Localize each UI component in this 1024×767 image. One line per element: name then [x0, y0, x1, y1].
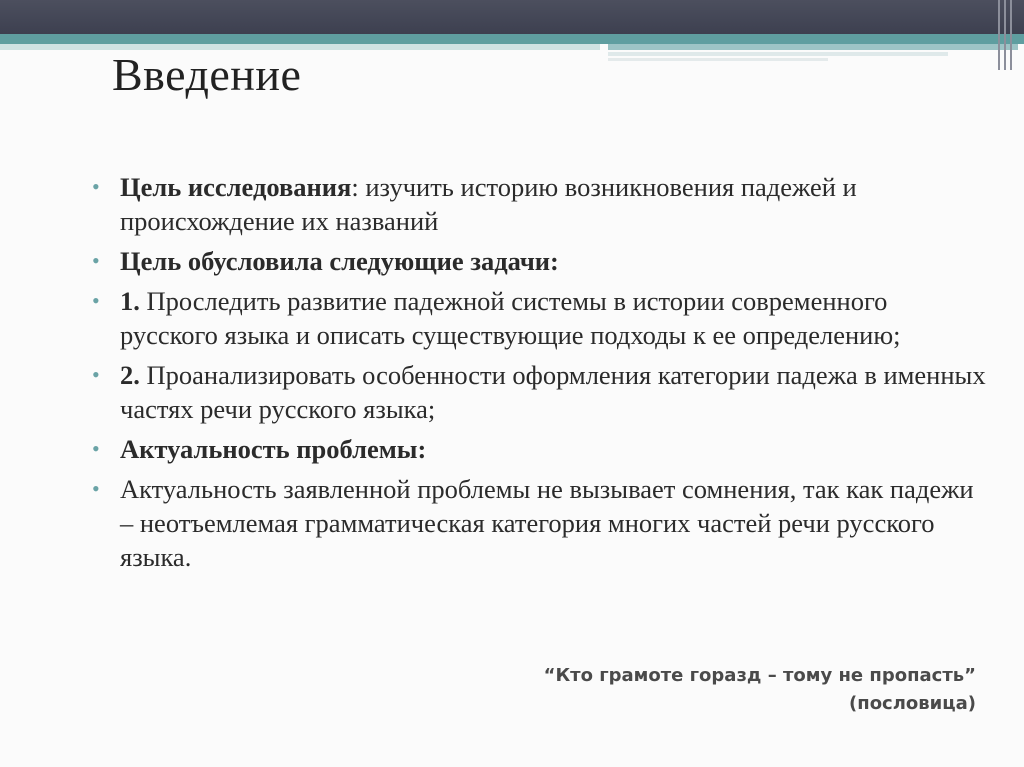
bullet-dot-icon: •	[92, 362, 100, 387]
bullet-item	[90, 244, 990, 278]
slide-title: Введение	[112, 49, 302, 100]
bullet-dot-icon: •	[92, 288, 100, 313]
proverb-quote	[544, 662, 976, 718]
corner-decoration	[994, 0, 1024, 70]
header-strip	[608, 58, 828, 61]
bullet-text: Актуальность заявленной проблемы не вызывает сомнения, так как падежи – неотъемлемая грамматическая категория многих частей речи русского языка.	[120, 474, 974, 572]
bullet-dot-icon: •	[92, 174, 100, 199]
bullet-text: : изучить историю возникновения падежей и происхождение их названий	[120, 172, 857, 236]
header-band-teal	[0, 34, 1024, 44]
bullet-item	[90, 170, 990, 238]
bullet-list	[90, 170, 990, 574]
bullet-dot-icon: •	[92, 248, 100, 273]
bullet-dot-icon: •	[92, 476, 100, 501]
bullet-bold-text: 2.	[120, 360, 140, 390]
bullet-bold-text: Цель обусловила следующие задачи:	[120, 246, 559, 276]
slide-content	[90, 170, 990, 580]
bullet-bold-text: Цель исследования	[120, 172, 352, 202]
header-band-dark	[0, 0, 1024, 34]
quote-source: (пословица)	[849, 693, 976, 714]
bullet-bold-text: Актуальность проблемы:	[120, 434, 427, 464]
bullet-item	[90, 432, 990, 466]
bullet-item	[90, 472, 990, 574]
bullet-bold-text: 1.	[120, 286, 140, 316]
bullet-item	[90, 358, 990, 426]
bullet-dot-icon: •	[92, 436, 100, 461]
bullet-text: Проследить развитие падежной системы в истории современного русского языка и описать существующие подходы к ее определению;	[120, 286, 901, 350]
bullet-text: Проанализировать особенности оформления категории падежа в именных частях речи русского языка;	[120, 360, 986, 424]
header-strip	[608, 52, 948, 56]
bullet-item	[90, 284, 990, 352]
quote-text: “Кто грамоте горазд – тому не пропасть”	[543, 665, 976, 686]
header-strip	[608, 44, 1018, 50]
